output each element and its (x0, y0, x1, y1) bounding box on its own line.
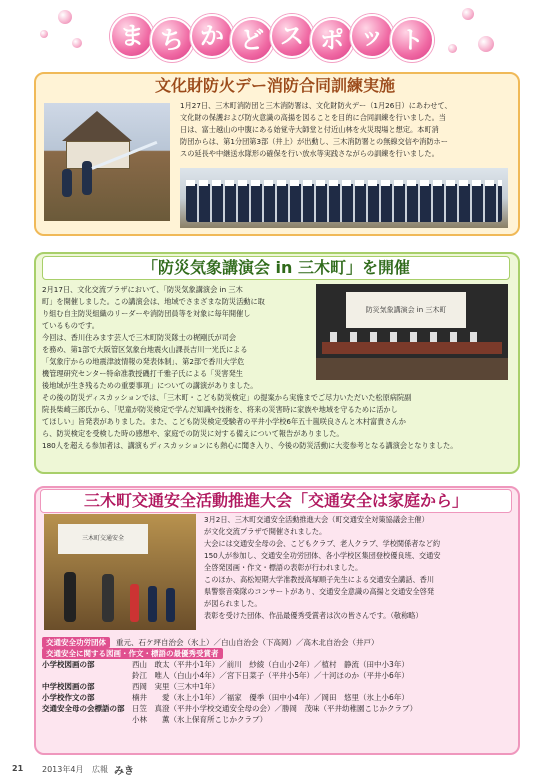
section3-line: 全啓発図画・作文・標語の表彰が行われました。 (204, 563, 363, 572)
section3-line: 3月2日、三木町交通安全活動推進大会（町交通安全対策協議会主催） (204, 515, 429, 524)
photo-award-ceremony (44, 514, 196, 630)
group-names: 重元、石ケ坪自治会（氷上）／白山自治会（下高岡）／高木北自治会（井戸） (116, 638, 379, 647)
section2-body-top (42, 284, 310, 392)
header-char: ど (230, 18, 274, 62)
decor-bubble (448, 44, 457, 53)
award-row (42, 681, 508, 692)
award-row (42, 703, 508, 714)
decor-bubble (462, 8, 474, 20)
section1-line: 1月27日、三木町消防団と三木消防署は、文化財防火デー（1月26日）にあわせて、 (180, 101, 452, 110)
header-char: ッ (350, 14, 394, 58)
award-row (42, 692, 508, 703)
header-char: ス (270, 14, 314, 58)
header-char: か (190, 14, 234, 58)
section2-body-bottom (42, 392, 508, 452)
award-row (42, 714, 508, 725)
section2-line: 「気象庁からの地震津波情報の発表体制」、第2部で香川大学危 (42, 357, 245, 366)
header-char: ま (110, 14, 154, 58)
award-row (42, 670, 508, 681)
section3-line: 150人が参加し、交通安全功労団体、各小学校区集団登校優良班、交通安 (204, 551, 441, 560)
issue-date: 2013年4月 (42, 765, 84, 774)
section3-line: 大会には交通安全母の会、こどもクラブ、老人クラブ、学校関係者など約 (204, 539, 441, 548)
award-names: 西岡 実里（三木中1年） (132, 682, 220, 691)
page-number: 21 (12, 764, 24, 773)
photo-firefighters-group (180, 168, 508, 228)
award-names: 小林 薫（氷上保育所こじかクラブ） (132, 715, 268, 724)
section2-line: ているものです。 (42, 321, 99, 330)
section2-line: 今回は、香川住みます芸人で三木町防災隊士の梶剛氏が司会 (42, 333, 237, 342)
decor-bubble (72, 38, 82, 48)
section1-title: 文化財防火デー消防合同訓練実施 (154, 76, 395, 95)
section3-body (204, 514, 508, 622)
award-names: 日笠 真澄（平井小学校交通安全母の会）／勝岡 茂味（平井幼稚園こじかクラブ） (132, 704, 418, 713)
photo-firefighters-hose (44, 103, 170, 221)
section1-line: スの延長や中継送水隊形の確保を行い放水等実践さながらの訓練を行いました。 (180, 149, 439, 158)
section2-line: 180人を超える参加者は、講演もディスカッションにも熱心に聞き入り、今後の防災活動に大変参考となる講演会となりました。 (42, 441, 458, 450)
section3-line: が文化交流プラザで開催されました。 (204, 527, 327, 536)
decor-bubble (58, 10, 72, 24)
section2-line: り組む自主防災組織のリーダーや消防団員等を対象に毎年開催し (42, 309, 251, 318)
decor-bubble (478, 36, 494, 52)
award-tag-row (42, 648, 508, 659)
section3-line: このほか、高松短期大学准教授高塚順子先生による交通安全講話、香川 (204, 575, 435, 584)
section1-body (180, 100, 510, 160)
award-category (42, 714, 132, 725)
page-footer (0, 762, 550, 778)
page-header (0, 0, 550, 70)
group-tag: 交通安全功労団体 (42, 637, 110, 648)
award-category: 小学校作文の部 (42, 693, 95, 702)
award-category: 小学校図画の部 (42, 660, 95, 669)
section1-line: 防団からは、第1分団第3部（井上）が出動し、三木消防署との無線交信や消防ホー (180, 137, 448, 146)
award-tag: 交通安全に関する図画・作文・標語の最優秀受賞者 (42, 648, 223, 659)
section2-title: 「防災気象講演会 in 三木町」を開催 (42, 256, 510, 280)
screen-text: 防災気象講演会 in 三木町 (346, 292, 466, 328)
section2-line: ら、防災検定を受検した時の感想や、家庭での防災に対する備えについて報告がありました。 (42, 429, 344, 438)
brand-logo: みき (114, 766, 134, 777)
header-char: ち (150, 18, 194, 62)
section2-line: その後の防災ディスカッションでは、「三木町・こども防災検定」の提案から実施までご尽力いただいた松原病院副 (42, 393, 412, 402)
section3-title: 三木町交通安全活動推進大会「交通安全は家庭から」 (40, 489, 512, 513)
section2-line: 町」を開催しました。この講演会は、地域でさまざまな防災活動に取 (42, 297, 265, 306)
award-category: 中学校図画の部 (42, 682, 95, 691)
award-row (42, 659, 508, 670)
header-char: ト (390, 18, 434, 62)
award-names: 西山 敢太（平井小1年）／前川 紗綾（白山小2年）／植村 静流（田中小3年） (132, 660, 409, 669)
section2-line: 後地域が生き残るための重要事項」についての講演がありました。 (42, 381, 258, 390)
photo-lecture-stage (316, 284, 508, 380)
award-list (42, 637, 508, 725)
group-row (42, 637, 508, 648)
section1-line: 文化財の保護および防火意識の高揚を図ることを目的に合同訓練を行いました。当 (180, 113, 446, 122)
section2-line: 機管理研究センター特命准教授磯打千雅子氏による「災害発生 (42, 369, 243, 378)
award-category: 交通安全母の会標語の部 (42, 704, 125, 713)
header-char: ポ (310, 18, 354, 62)
section2-line: を務め、第1部で大阪管区気象台地震火山課長吉川一光氏による (42, 345, 248, 354)
section3-line: 県警察音楽隊のコンサートがあり、交通安全意識の高揚と交通安全啓発 (204, 587, 435, 596)
decor-bubble (40, 30, 48, 38)
banner-text: 三木町交通安全 (58, 524, 148, 554)
section1-line: 日は、富士越山の中腹にある始覚寺大師堂と付近山林を火災現場と想定。本町消 (180, 125, 439, 134)
section2-line: てほしい」旨発表がありました。また、こども防災検定受験者の平井小学校6年五十嵐咲良さんと木村富貴さんか (42, 417, 406, 426)
section2-line: 院長柴崎三郎氏から、「児童が防災検定で学んだ知識や技術を、将来の災害時に家族や地域を守るために活かし (42, 405, 398, 414)
award-names: 鈴江 唯人（白山小4年）／宮下日菜子（平井小5年）／十河ほのか（平井小6年） (132, 671, 409, 680)
section2-line: 2月17日、文化交流プラザにおいて、「防災気象講演会 in 三木 (42, 285, 243, 294)
award-category (42, 670, 132, 681)
section3-line: 表彰を受けた団体、作品最優秀受賞者は次の皆さんです。（敬称略） (204, 611, 423, 620)
award-names: 楠井 愛（氷上小1年）／福家 優季（田中小4年）／岡田 悠里（氷上小6年） (132, 693, 409, 702)
magazine-label: 広報 (92, 765, 108, 774)
section3-line: が図られました。 (204, 599, 262, 608)
